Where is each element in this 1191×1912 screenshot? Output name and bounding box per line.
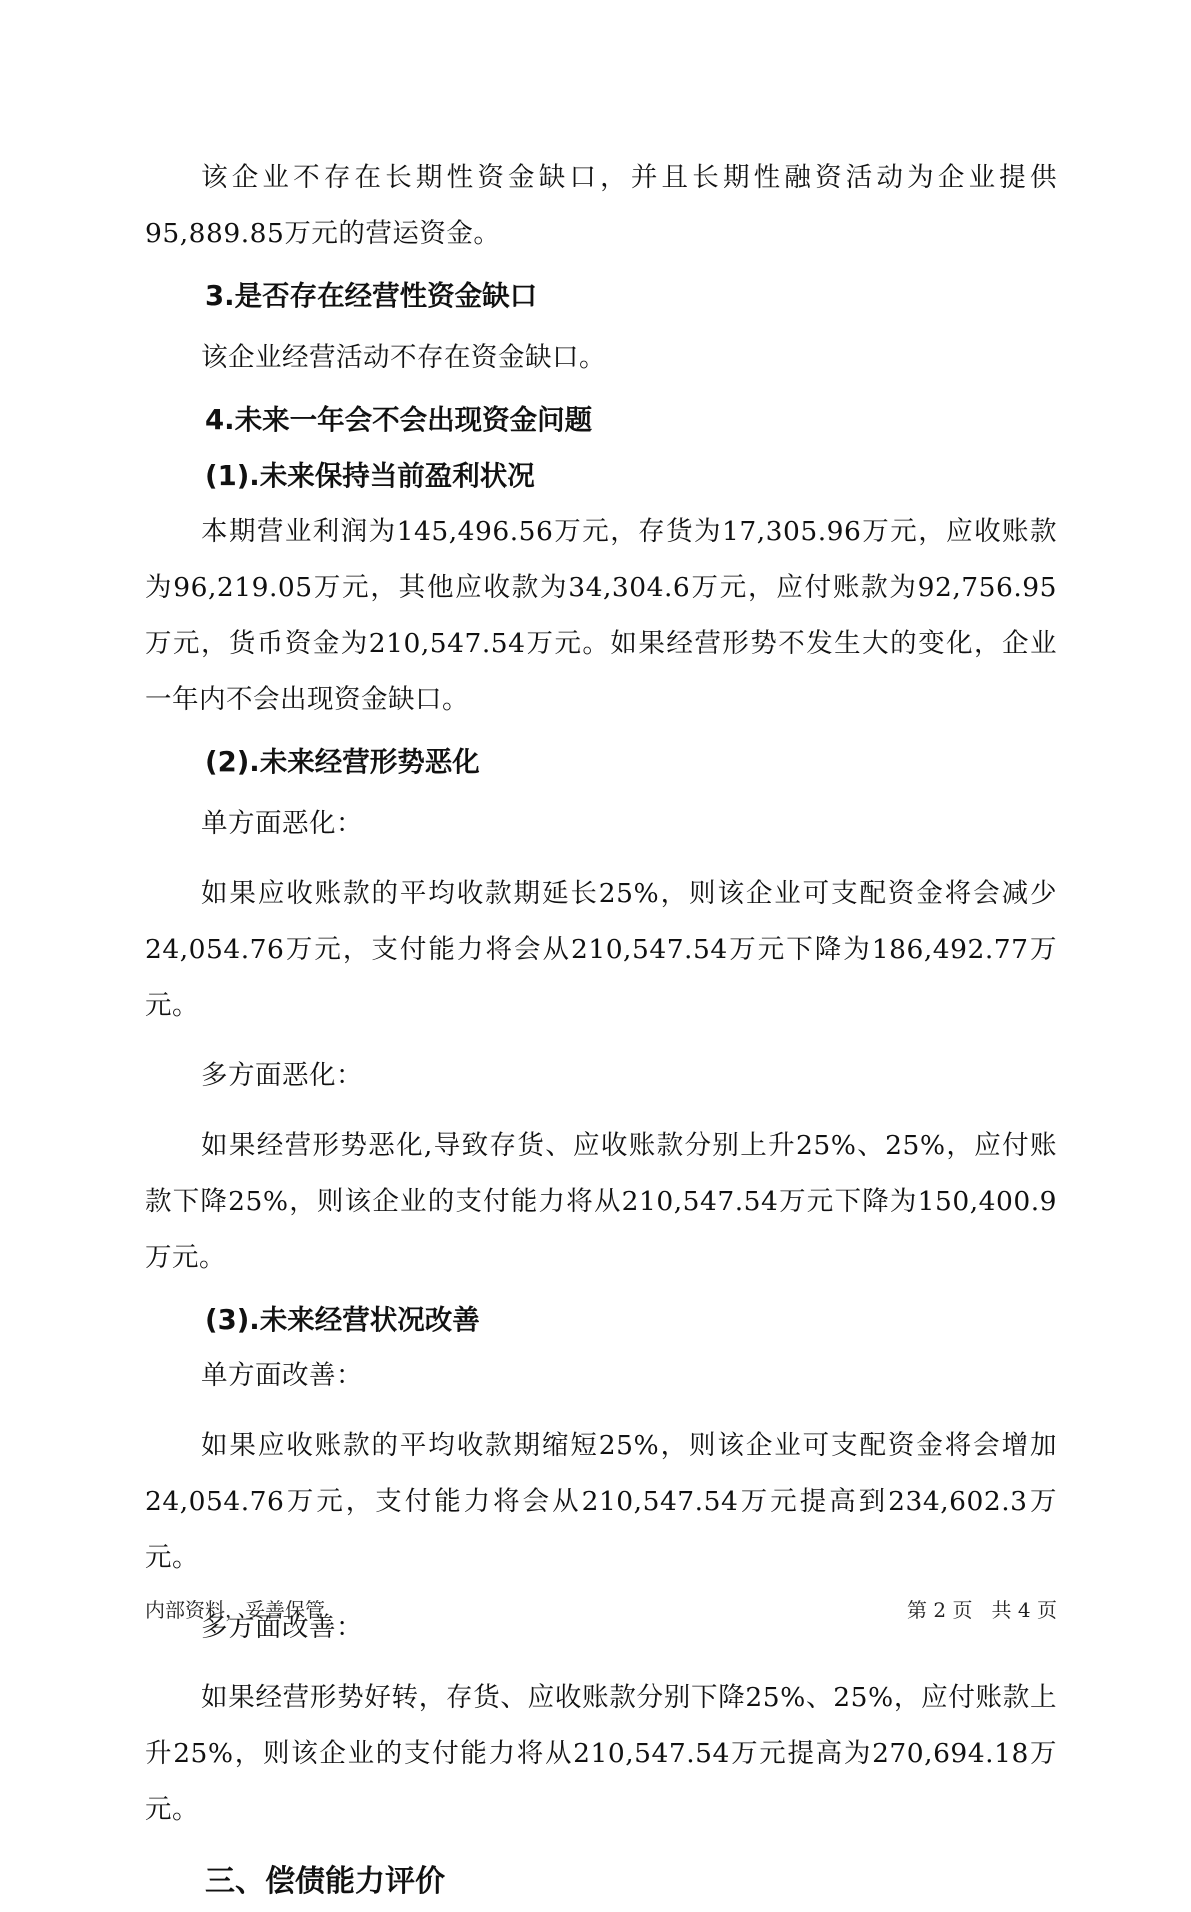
heading-operating-gap: 3.是否存在经营性资金缺口 xyxy=(205,280,538,312)
paragraph-multi-improvement: 如果经营形势好转，存货、应收账款分别下降25%、25%，应付账款上升25%，则该企业的支付能力将从210,547.54万元提高为270,694.18万元。 xyxy=(145,1682,1057,1825)
label-multi-improvement: 多方面改善： xyxy=(201,1612,363,1643)
heading-next-year-funding: 4.未来一年会不会出现资金问题 xyxy=(205,404,593,436)
subheading-maintain-profit: (1).未来保持当前盈利状况 xyxy=(205,460,535,492)
paragraph-single-deterioration: 如果应收账款的平均收款期延长25%，则该企业可支配资金将会减少24,054.76万元，支付能力将会从210,547.54万元下降为186,492.77万元。 xyxy=(145,878,1057,1021)
subheading-improvement: (3).未来经营状况改善 xyxy=(205,1304,480,1336)
paragraph-single-improvement: 如果应收账款的平均收款期缩短25%，则该企业可支配资金将会增加24,054.76万元，支付能力将会从210,547.54万元提高到234,602.3万元。 xyxy=(145,1430,1057,1573)
footer-page-number: 第 2 页 共 4 页 xyxy=(907,1598,1057,1622)
paragraph-no-operating-gap: 该企业经营活动不存在资金缺口。 xyxy=(201,342,606,373)
paragraph-multi-deterioration: 如果经营形势恶化,导致存货、应收账款分别上升25%、25%，应付账款下降25%，则该企业的支付能力将从210,547.54万元下降为150,400.9万元。 xyxy=(145,1130,1057,1273)
subheading-deterioration: (2).未来经营形势恶化 xyxy=(205,746,480,778)
section-heading-solvency: 三、偿债能力评价 xyxy=(205,1864,445,1899)
label-single-improvement: 单方面改善： xyxy=(201,1360,363,1391)
label-single-deterioration: 单方面恶化： xyxy=(201,808,363,839)
label-multi-deterioration: 多方面恶化： xyxy=(201,1060,363,1091)
paragraph-current-status: 本期营业利润为145,496.56万元，存货为17,305.96万元，应收账款为96,219.05万元，其他应收款为34,304.6万元，应付账款为92,756.95万元，货币资金为210,547.54万元。如果经营形势不发生大的变化，企业一年内不会出现资金缺口。 xyxy=(145,516,1057,715)
paragraph-long-term-funding: 该企业不存在长期性资金缺口，并且长期性融资活动为企业提供95,889.85万元的营运资金。 xyxy=(145,162,1057,249)
page-content xyxy=(145,150,1057,1912)
footer-confidential-note: 内部资料，妥善保管 xyxy=(145,1598,325,1622)
